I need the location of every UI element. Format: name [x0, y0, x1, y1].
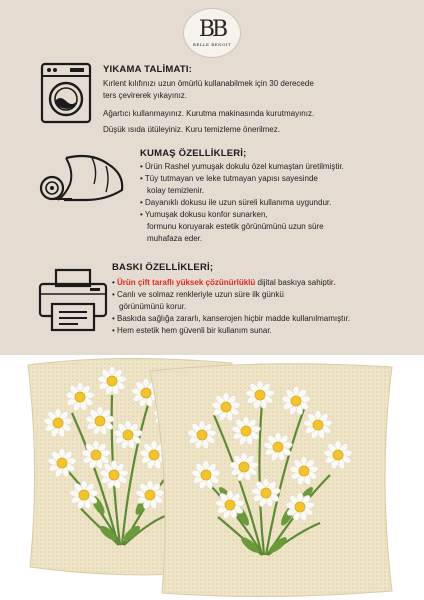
product-image-area — [0, 355, 424, 600]
fabric-line: muhafaza eder. — [147, 234, 203, 243]
fabric-line: • Ürün Rashel yumuşak dokulu özel kumaştan üretilmiştir. — [140, 162, 344, 171]
printing-section — [112, 262, 350, 337]
printing-line: görünümünü korur. — [119, 302, 187, 311]
pillow-product-image — [0, 355, 424, 600]
washing-line: Kırlent kılıfınızı uzun ömürlü kullanabilmek için 30 derecede — [103, 79, 314, 88]
fabric-line: • Yumuşak dokusu konfor sunarken, — [140, 210, 268, 219]
printing-line: • Baskıda sağlığa zararlı, kanserojen hiçbir madde kullanılmamıştır. — [112, 314, 351, 323]
printer-icon — [38, 268, 108, 332]
highlight-text: Ürün çift taraflı yüksek çözünürlüklü — [117, 278, 256, 287]
washing-machine-icon — [40, 62, 92, 124]
washing-line: Ağartıcı kullanmayınız. Kurutma makinasında kurutmayınız. — [103, 109, 315, 118]
printing-line: • Hem estetik hem güvenli bir kullanım sunar. — [112, 326, 272, 335]
bullet-rest: dijital baskıya sahiptir — [255, 278, 334, 287]
washing-section — [103, 64, 314, 136]
fabric-line: formunu koruyarak estetik görünümünü uzun süre — [147, 222, 324, 231]
pillow-front — [150, 364, 392, 597]
fabric-roll-icon — [36, 150, 134, 206]
printing-title: BASKI ÖZELLİKLERİ; — [112, 262, 214, 273]
bullet-prefix: • — [112, 278, 118, 287]
washing-title: YIKAMA TALİMATI: — [103, 64, 193, 75]
fabric-line: • Tüy tutmayan ve leke tutmayan yapısı sayesinde — [140, 174, 318, 183]
washing-line: ters çevirerek yıkayınız. — [103, 91, 188, 100]
logo-subtitle: BELLE BENOIT — [192, 42, 232, 47]
logo-letters: BB — [198, 17, 226, 42]
washing-line: Düşük ısıda ütüleyiniz. Kuru temizleme önerilmez. — [103, 125, 280, 134]
bullet-end: . — [333, 278, 336, 287]
printing-line-highlight — [112, 277, 350, 289]
fabric-line: kolay temizlenir. — [147, 186, 204, 195]
fabric-line: • Dayanıklı dokusu ile uzun süreli kullanıma uygundur. — [140, 198, 332, 207]
printing-line: • Canlı ve solmaz renkleriyle uzun süre ilk günkü — [112, 290, 284, 299]
fabric-title: KUMAŞ ÖZELLİKLERİ; — [140, 148, 247, 159]
fabric-section — [140, 148, 344, 245]
brand-logo — [183, 8, 241, 58]
